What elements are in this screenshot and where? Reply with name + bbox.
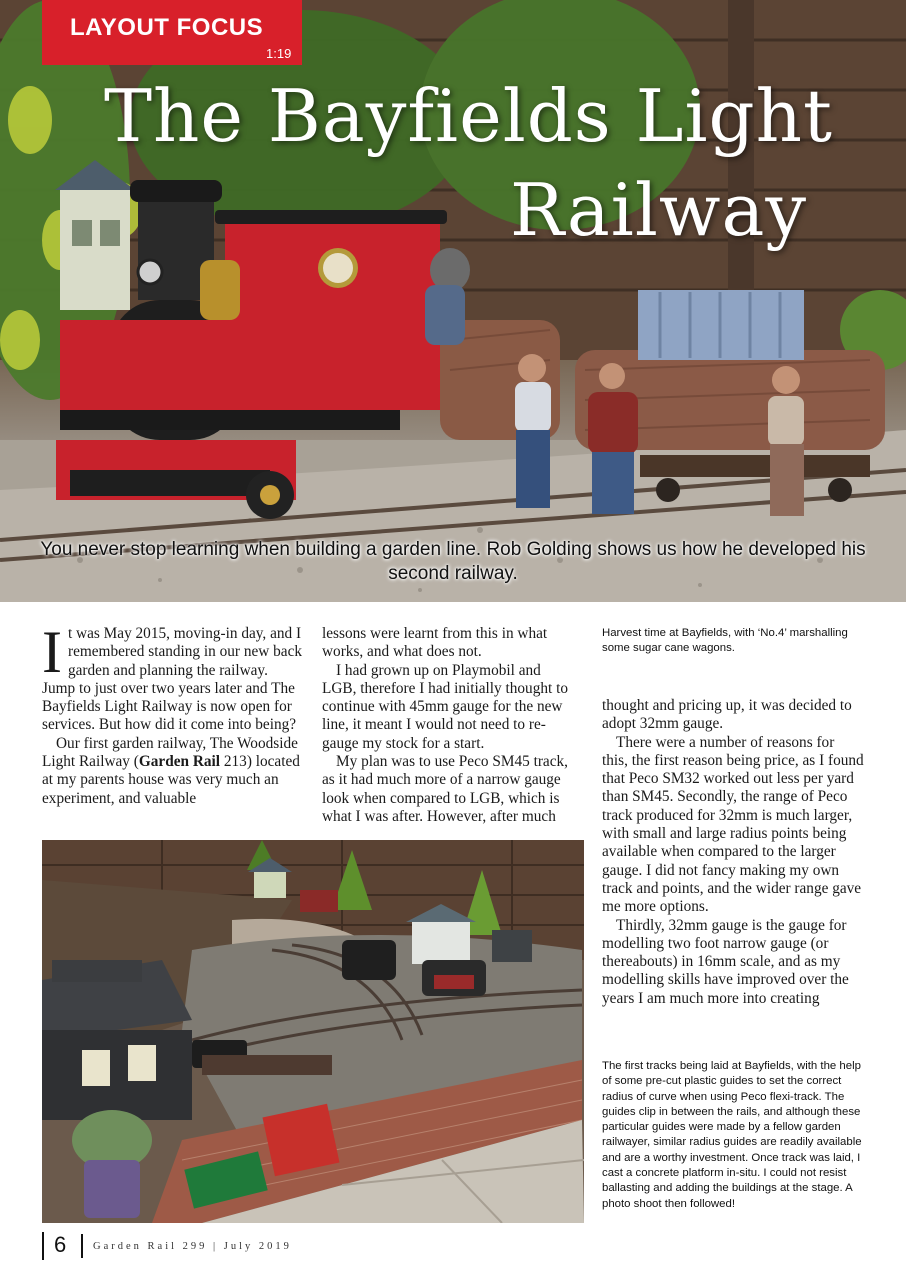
article-title-line1: The Bayfields Light <box>104 74 833 158</box>
photo-caption-top: Harvest time at Bayfields, with ‘No.4’ marshalling some sugar cane wagons. <box>602 627 848 655</box>
hero-photo <box>0 0 906 602</box>
folio-rule <box>42 1232 44 1260</box>
col3-paragraph-2: There were a number of reasons for this, the first reason being price, as I found that Peco SM32 worked out less per yard than SM45. Secondly, the range of Peco track produced for 32mm is much larger, with small and large radius points being available when compared to the larger gauge. I did not fancy making my own track and points, and the wider range gave me more options. <box>602 733 864 916</box>
col2-paragraph-2: I had grown up on Playmobil and LGB, therefore I had initially thought to continue with 45mm gauge for the new line, it meant I would not need to re-gauge my stock for a start. <box>322 661 568 752</box>
body-column-1 <box>42 619 304 808</box>
col2-paragraph-3: My plan was to use Peco SM45 track, as it had much more of a narrow gauge look when compared to LGB, which is what I was after. However, after much <box>322 753 568 825</box>
col2-paragraph-1: lessons were learnt from this in what works, and what does not. <box>322 625 548 661</box>
drop-cap: I <box>42 619 62 685</box>
folio-divider <box>81 1234 83 1258</box>
body-column-3 <box>602 697 864 1008</box>
track-laying-scene <box>42 840 584 1223</box>
standfirst: You never stop learning when building a garden line. Rob Golding shows us how he developed his second railway. <box>40 539 866 584</box>
photo-caption-bottom: The first tracks being laid at Bayfields, with the help of some pre-cut plastic guides to set the correct radius of curve when using Peco flexi-track. The guides clip in between the rails, and although these particular guides were made by a fellow garden railwayer, similar radius guides are readily available and are a worthy investment. Once track was laid, I cast a concrete platform in-situ. I could not resist ballasting and adding the buildings at the stage. A photo shoot then followed! <box>602 1060 862 1210</box>
col1-paragraph-1: t was May 2015, moving-in day, and I remembered standing in our new back garden and planning the railway. Jump to just over two years later and The Bayfields Light Railway is now open for services. But how did it come into being? <box>42 625 303 734</box>
page-number: 6 <box>54 1232 67 1257</box>
running-foot: Garden Rail 299 | July 2019 <box>93 1241 292 1252</box>
article-title-line2: Railway <box>510 168 808 252</box>
col3-paragraph-1: thought and pricing up, it was decided to adopt 32mm gauge. <box>602 697 852 733</box>
section-tag: LAYOUT FOCUS <box>70 14 264 41</box>
col1-paragraph-2a: Our first garden railway, The Woodside Light Railway ( <box>42 734 298 771</box>
magazine-name-bold: Garden Rail <box>138 753 221 771</box>
col1-paragraph-2b: 213) located at my parents house was very much an experiment, and valuable <box>42 753 300 807</box>
body-column-2 <box>322 625 578 826</box>
track-laying-photo <box>42 840 584 1223</box>
section-tag-number: 1:19 <box>266 46 292 61</box>
col3-paragraph-3: Thirdly, 32mm gauge is the gauge for modelling two foot narrow gauge (or thereabouts) in 16mm scale, and as my modelling skills have improved over the years I am much more into creating <box>602 916 849 1007</box>
